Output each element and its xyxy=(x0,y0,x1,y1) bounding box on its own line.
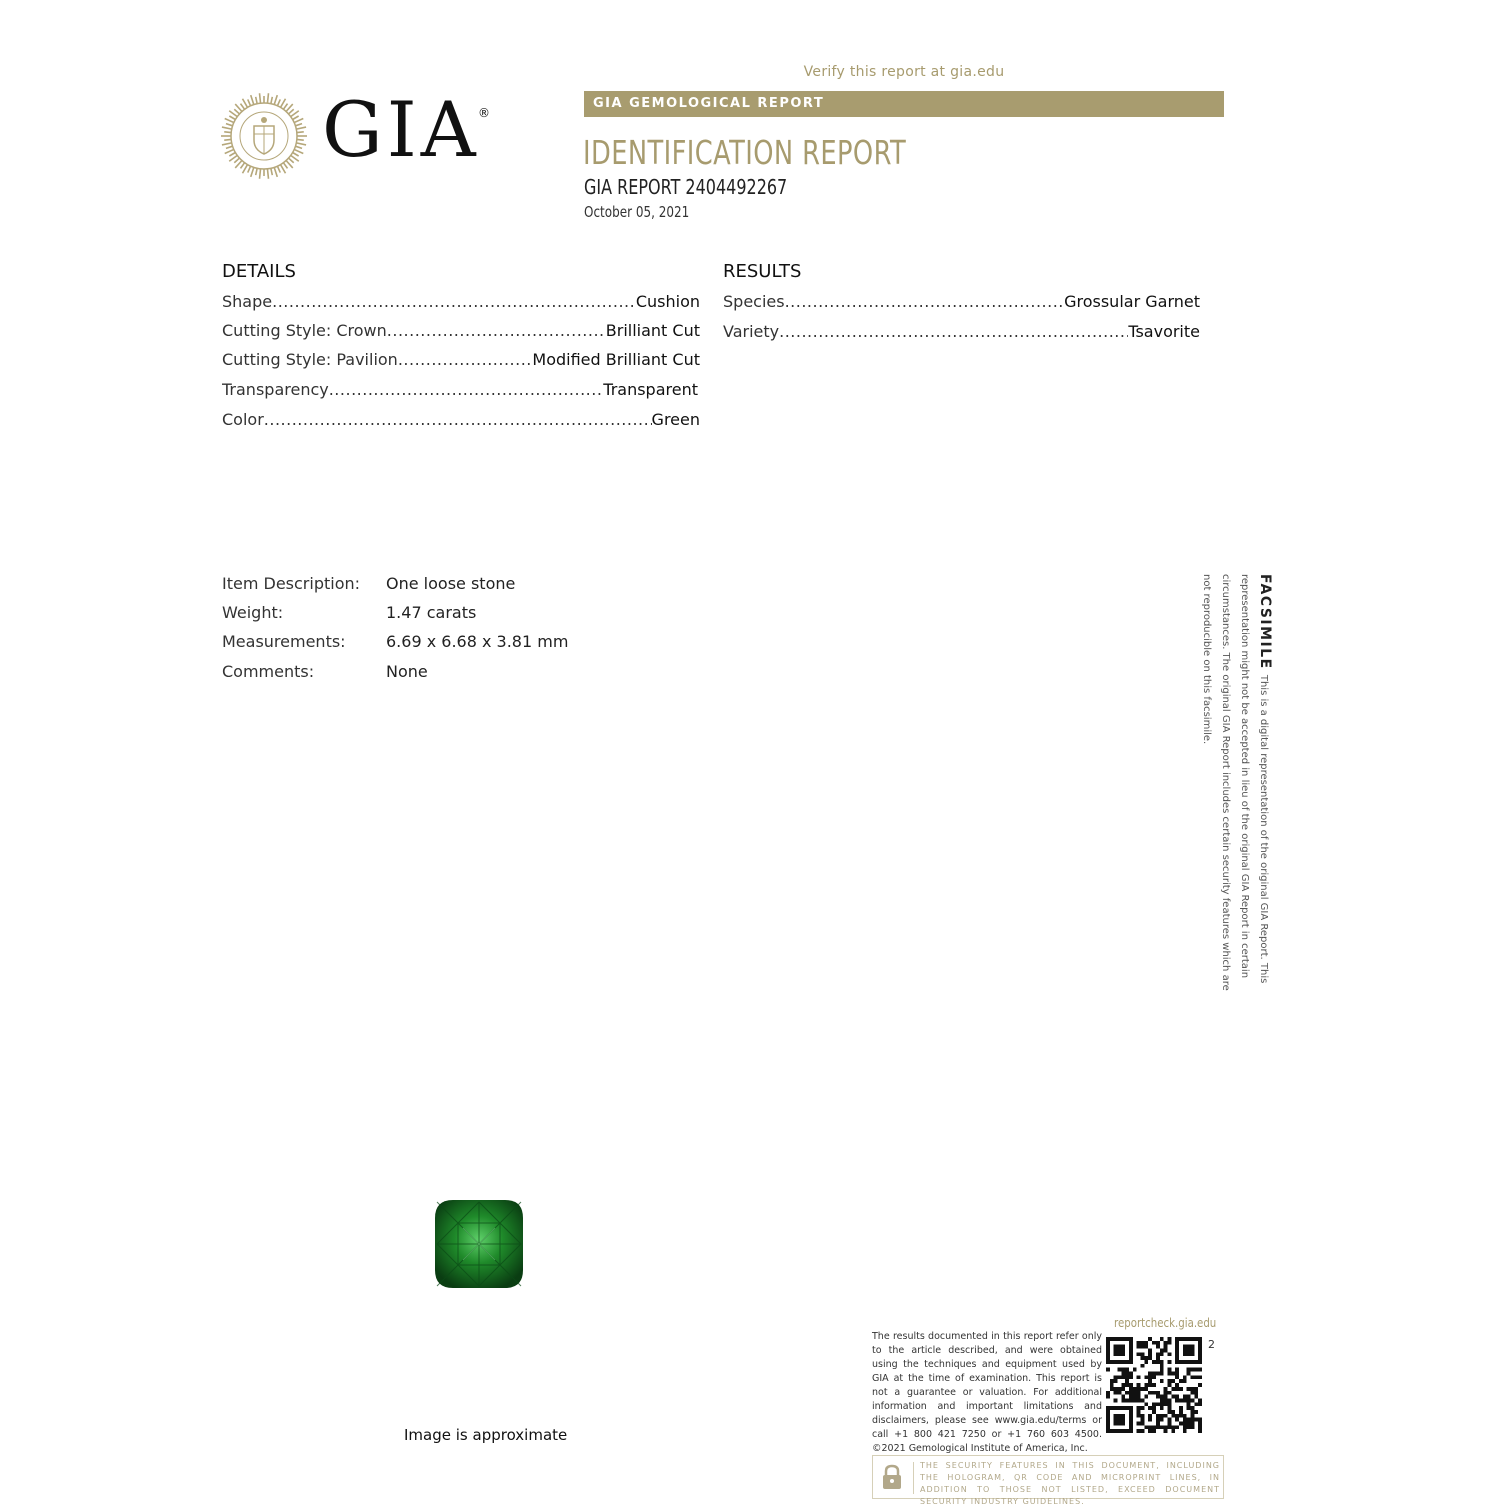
detail-value: Transparent xyxy=(603,380,698,399)
verify-report-link[interactable]: Verify this report at gia.edu xyxy=(803,64,1005,80)
results-row-variety xyxy=(723,322,1200,344)
details-title: DETAILS xyxy=(222,261,296,282)
lock-icon xyxy=(881,1464,903,1490)
weight-value: 1.47 carats xyxy=(386,603,477,622)
results-row-species xyxy=(723,292,1200,314)
detail-value: Green xyxy=(651,410,700,429)
measurements-value: 6.69 x 6.68 x 3.81 mm xyxy=(386,632,569,651)
detail-value: Brilliant Cut xyxy=(605,321,700,340)
report-check-link[interactable]: reportcheck.gia.edu xyxy=(1114,1316,1217,1330)
measurements-label: Measurements: xyxy=(222,632,346,651)
details-row-transparency xyxy=(222,380,698,402)
detail-label: Cutting Style: Pavilion xyxy=(222,350,398,369)
registered-mark: ® xyxy=(478,106,490,120)
weight-label: Weight: xyxy=(222,603,284,622)
image-caption: Image is approximate xyxy=(404,1426,568,1444)
item-description-value: One loose stone xyxy=(386,574,516,593)
report-title-bar xyxy=(584,91,1224,117)
qr-code-icon[interactable] xyxy=(1106,1337,1202,1433)
result-value: Tsavorite xyxy=(1128,322,1200,341)
facsimile-title: FACSIMILE xyxy=(1257,574,1273,670)
report-type-heading: IDENTIFICATION REPORT xyxy=(583,133,907,172)
security-divider xyxy=(913,1462,914,1494)
report-number: GIA REPORT 2404492267 xyxy=(584,175,788,199)
comments-value: None xyxy=(386,662,428,681)
details-row-color xyxy=(222,410,700,432)
result-label: Variety xyxy=(723,322,780,341)
result-label: Species xyxy=(723,292,785,311)
detail-label: Transparency xyxy=(222,380,329,399)
disclaimer-text: The results documented in this report refer only to the article described, and were obtained using the techniques and equipment used by GIA at the time of examination. This report is not a guarantee or valuation. For additional information and important limitations and disclaimers, please see www.gia.edu/terms or call +1 800 421 7250 or +1 760 603 4500. ©2021 Gemological Institute of America, Inc. xyxy=(872,1331,1102,1454)
results-title: RESULTS xyxy=(723,261,802,282)
details-row-shape xyxy=(222,292,700,314)
detail-label: Shape xyxy=(222,292,273,311)
item-description-label: Item Description: xyxy=(222,574,361,593)
detail-value: Cushion xyxy=(635,292,700,311)
detail-label: Color xyxy=(222,410,264,429)
comments-label: Comments: xyxy=(222,662,315,681)
gia-seal-icon xyxy=(220,92,308,180)
details-row-pavilion xyxy=(222,350,700,372)
facsimile-note xyxy=(1200,574,1276,994)
gem-image xyxy=(433,1198,525,1290)
result-value: Grossular Garnet xyxy=(1064,292,1200,311)
gia-wordmark: GIA xyxy=(322,85,480,174)
detail-value: Modified Brilliant Cut xyxy=(532,350,700,369)
page-number: 2 xyxy=(1208,1338,1215,1351)
details-row-crown xyxy=(222,321,700,343)
security-text: THE SECURITY FEATURES IN THIS DOCUMENT, INCLUDING THE HOLOGRAM, QR CODE AND MICROPRINT LINES, IN ADDITION TO THOSE NOT LISTED, EXCEED DOCUMENT SECURITY INDUSTRY GUIDELINES. xyxy=(920,1461,1220,1506)
detail-label: Cutting Style: Crown xyxy=(222,321,387,340)
report-bar-label: GIA GEMOLOGICAL REPORT xyxy=(593,96,825,111)
facsimile-text: This is a digital representation of the original GIA Report. This representation might not be accepted in lieu of the original GIA Report in certain circumstances. The original GIA Report includes certain security features which are not reproducible on this facsimile. xyxy=(1201,574,1269,991)
security-notice xyxy=(872,1455,1224,1506)
report-date: October 05, 2021 xyxy=(584,203,690,221)
